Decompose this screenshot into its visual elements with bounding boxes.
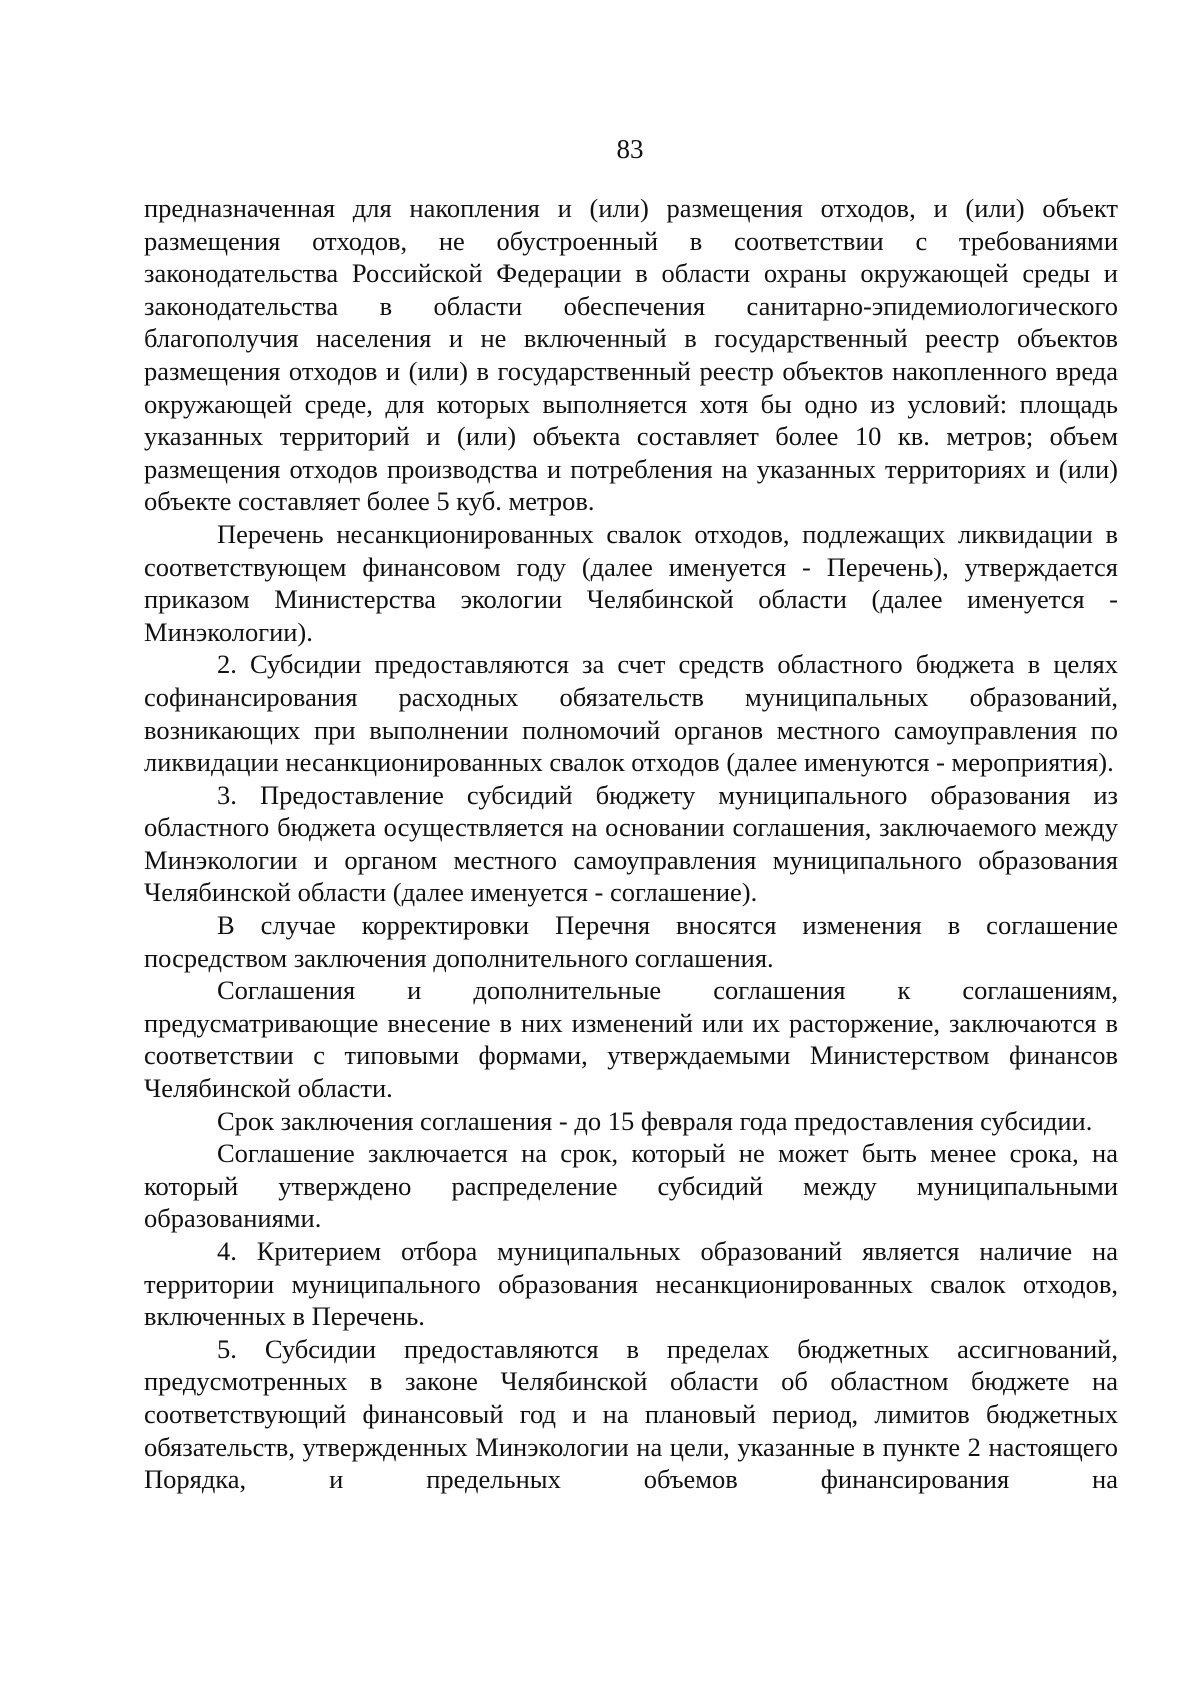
paragraph-item-3: 3. Предоставление субсидий бюджету муниципального образования из областного бюджета осуществляется на основании соглашения, заключаемого между Минэкологии и органом местного самоуправления муниципального образования Челябинской области (далее именуется - соглашение). [144,779,1118,908]
page-number: 83 [616,134,644,164]
paragraph-item-5: 5. Субсидии предоставляются в пределах бюджетных ассигнований, предусмотренных в законе Челябинской области об областном бюджете на соответствующий финансовый год и на плановый период, лимитов бюджетных обязательств, утвержденных Минэкологии на цели, указанные в пункте 2 настоящего Порядка, и предельных объемов финансирования на [144,1333,1118,1495]
paragraph-item-4: 4. Критерием отбора муниципальных образований является наличие на территории муниципального образования несанкционированных свалок отходов, включенных в Перечень. [144,1236,1118,1332]
paragraph-agreement-forms: Соглашения и дополнительные соглашения к соглашениям, предусматривающие внесение в них изменений или их расторжение, заключаются в соответствии с типовыми формами, утверждаемыми Министерством финансов Челябинской области. [144,975,1118,1104]
paragraph-agreement-deadline: Срок заключения соглашения - до 15 февраля года предоставления субсидии. [217,1105,1093,1136]
paragraph-agreement-term: Соглашение заключается на срок, который не может быть менее срока, на который утверждено распределение субсидий между муниципальными образованиями. [144,1138,1118,1234]
paragraph-continuation: предназначенная для накопления и (или) размещения отходов, и (или) объект размещения отходов, не обустроенный в соответствии с требованиями законодательства Российской Федерации в области охраны окружающей среды и законодательства в области обеспечения санитарно-эпидемиологического благополучия населения и не включенный в государственный реестр объектов размещения отходов и (или) в государственный реестр объектов накопленного вреда окружающей среде, для которых выполняется хотя бы одно из условий: площадь указанных территорий и (или) объекта составляет более 10 кв. метров; объем размещения отходов производства и потребления на указанных территориях и (или) объекте составляет более 5 куб. метров. [144,193,1118,517]
document-body [144,192,1118,1496]
paragraph-list-correction: В случае корректировки Перечня вносятся изменения в соглашение посредством заключения дополнительного соглашения. [144,910,1118,973]
paragraph-item-2: 2. Субсидии предоставляются за счет средств областного бюджета в целях софинансирования расходных обязательств муниципальных образований, возникающих при выполнении полномочий органов местного самоуправления по ликвидации несанкционированных свалок отходов (далее именуются - мероприятия). [144,649,1118,778]
paragraph-list-approval: Перечень несанкционированных свалок отходов, подлежащих ликвидации в соответствующем финансовом году (далее именуется - Перечень), утверждается приказом Министерства экологии Челябинской области (далее именуется - Минэкологии). [144,518,1118,647]
